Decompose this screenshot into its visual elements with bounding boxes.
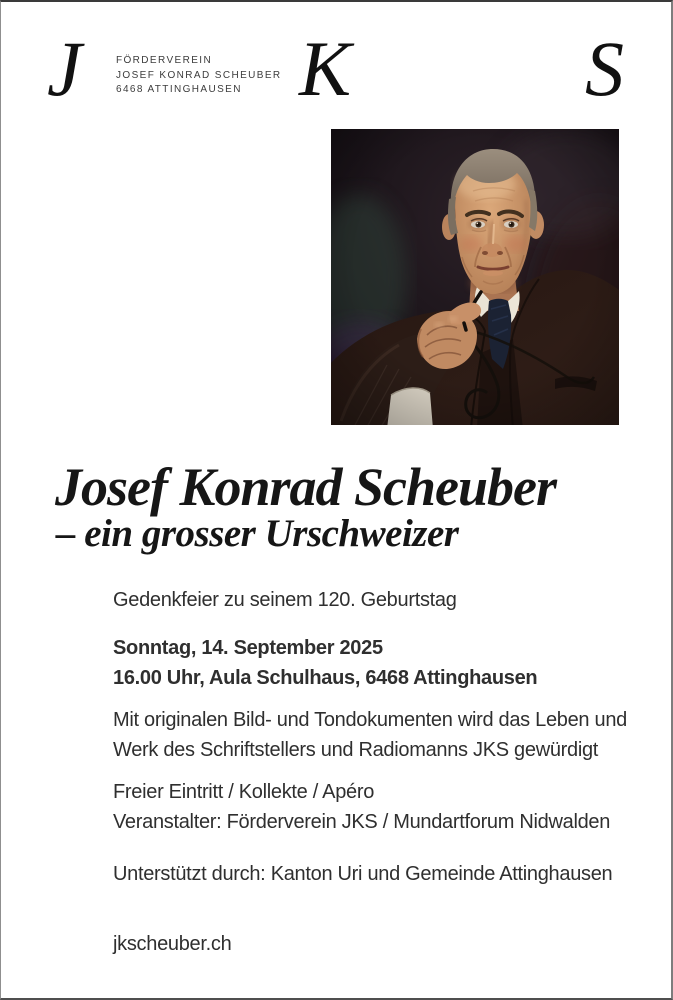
- website-text: jkscheuber.ch: [113, 933, 232, 955]
- occasion-line: Gedenkfeier zu seinem 120. Geburtstag: [113, 589, 457, 611]
- org-name-line: FÖRDERVEREIN: [116, 55, 213, 66]
- org-place-line: 6468 ATTINGHAUSEN: [116, 84, 242, 95]
- org-person-line: JOSEF KONRAD SCHEUBER: [116, 69, 282, 81]
- description-line-2: Werk des Schriftstellers und Radiomanns JKS gewürdigt: [113, 739, 599, 761]
- org-address-block: [116, 54, 282, 98]
- support-line: Unterstützt durch: Kanton Uri und Gemeinde Attinghausen: [113, 863, 613, 885]
- masthead-letter-j: J: [47, 25, 82, 112]
- masthead-letter-s: S: [585, 25, 624, 112]
- organizer-line: Veranstalter: Förderverein JKS / Mundartforum Nidwalden: [113, 811, 611, 833]
- admission-line: Freier Eintritt / Kollekte / Apéro: [113, 781, 375, 803]
- event-date-line: Sonntag, 14. September 2025: [113, 637, 383, 659]
- masthead-letter-k: K: [299, 25, 352, 112]
- portrait-photo: [331, 129, 619, 425]
- poster-title: Josef Konrad Scheuber: [55, 457, 557, 517]
- description-line-1: Mit originalen Bild- und Tondokumenten wird das Leben und: [113, 709, 627, 731]
- portrait-photo-image: [331, 129, 619, 425]
- poster-subtitle: – ein grosser Urschweizer: [56, 512, 459, 555]
- event-venue-line: 16.00 Uhr, Aula Schulhaus, 6468 Attinghausen: [113, 667, 538, 689]
